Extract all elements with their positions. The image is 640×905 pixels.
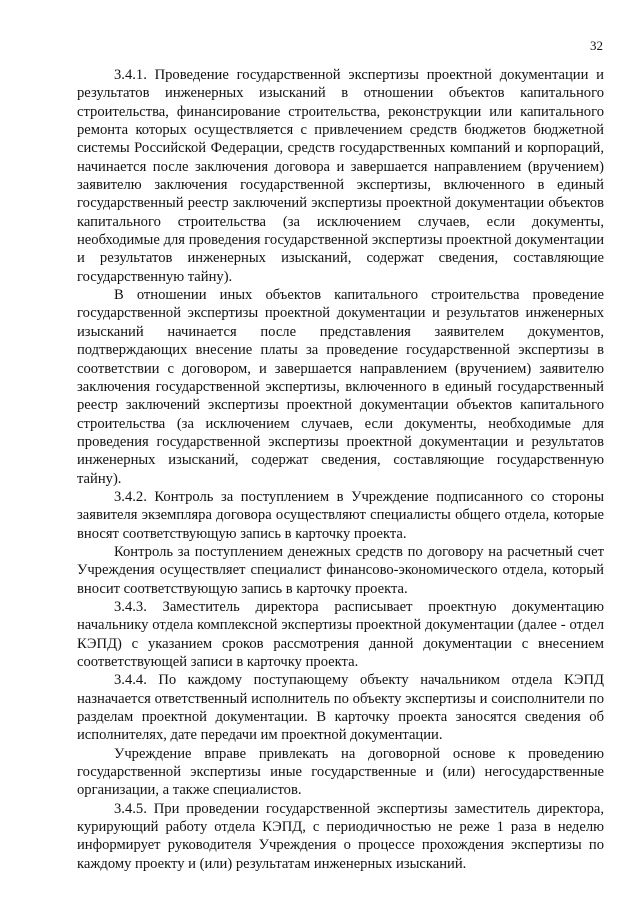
paragraph-3-4-5: 3.4.5. При проведении государственной экспертизы заместитель директора, курирующий работу отдела КЭПД, с периодичностью не реже 1 раза в неделю информирует руководителя Учреждения о процессе прохождения экспертизы по каждому проекту и (или) результатам инженерных изысканий. [77, 800, 604, 872]
paragraph-3-4-2: 3.4.2. Контроль за поступлением в Учреждение подписанного со стороны заявителя экземпляра договора осуществляют специалисты общего отдела, которые вносят соответствующую запись в карточку проекта. [77, 488, 604, 542]
document-body [77, 66, 604, 873]
paragraph-3-4-3: 3.4.3. Заместитель директора расписывает проектную документацию начальнику отдела комплексной экспертизы проектной документации (далее - отдел КЭПД) с указанием сроков рассмотрения данной документации с внесением соответствующей записи в карточку проекта. [77, 598, 604, 670]
page-number: 32 [590, 38, 603, 53]
paragraph-payment-control: Контроль за поступлением денежных средств по договору на расчетный счет Учреждения осуществляет специалист финансово-экономического отдела, который вносит соответствующую запись в карточку проекта. [77, 543, 604, 597]
paragraph-3-4-1: 3.4.1. Проведение государственной экспертизы проектной документации и результатов инженерных изысканий в отношении объектов капитального строительства, финансирование строительства, реконструкции или капитального ремонта которых осуществляется с привлечением средств бюджетов бюджетной системы Российской Федерации, средств государственных компаний и корпораций, начинается после заключения договора и завершается направлением (вручением) заявителю заключения государственной экспертизы, включенного в единый государственный реестр заключений экспертизы проектной документации объектов капитального строительства (за исключением случаев, если документы, необходимые для проведения государственной экспертизы проектной документации и результатов инженерных изысканий, содержат сведения, составляющие государственную тайну). [77, 67, 604, 285]
paragraph-3-4-4: 3.4.4. По каждому поступающему объекту начальником отдела КЭПД назначается ответственный исполнитель по объекту экспертизы и соисполнители по разделам проектной документации. В карточку проекта заносятся сведения об исполнителях, дате передачи им проектной документации. [77, 672, 604, 744]
paragraph-other-objects: В отношении иных объектов капитального строительства проведение государственной экспертизы проектной документации и результатов инженерных изысканий начинается после представления заявителем документов, подтверждающих внесение платы за проведение государственной экспертизы в соответствии с договором, и завершается направлением (вручением) заявителю заключения государственной экспертизы, включенного в единый государственный реестр заключений экспертизы проектной документации объектов капитального строительства (за исключением случаев, если документы, необходимые для проведения государственной экспертизы проектной документации и результатов инженерных изысканий, содержат сведения, составляющие государственную тайну). [77, 287, 604, 487]
paragraph-contractors: Учреждение вправе привлекать на договорной основе к проведению государственной экспертизы иные государственные и (или) негосударственные организации, а также специалистов. [77, 745, 604, 799]
